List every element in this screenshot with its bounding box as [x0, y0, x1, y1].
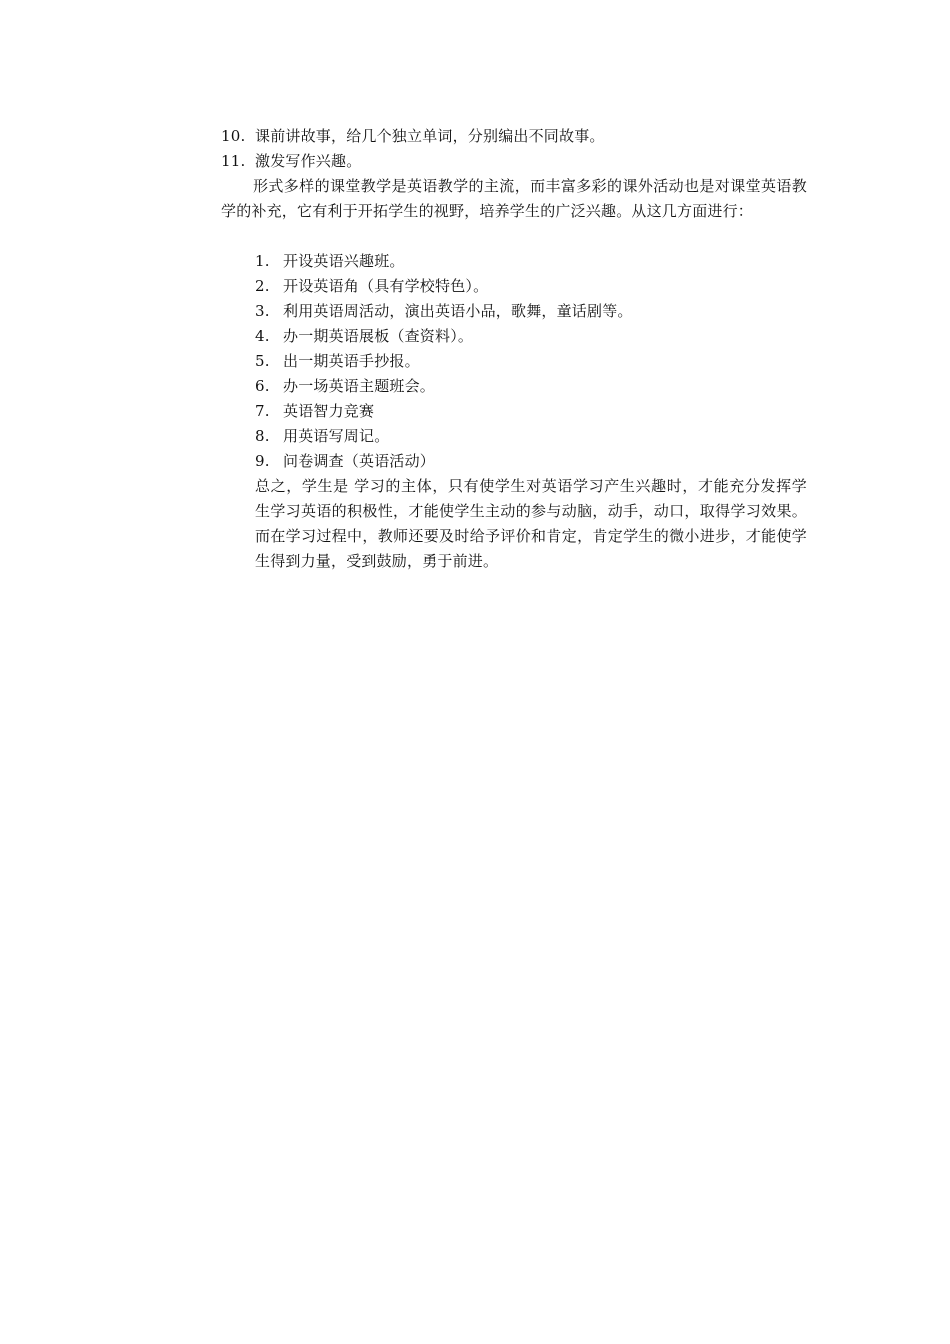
list-item	[255, 424, 807, 449]
list-item-text: 激发写作兴趣。	[255, 152, 362, 170]
document-body	[221, 124, 807, 574]
list-item-number: 4.	[255, 327, 270, 345]
list-item-number: 8.	[255, 427, 270, 445]
list-item	[255, 374, 807, 399]
list-item	[255, 324, 807, 349]
list-item-number: 2.	[255, 277, 270, 295]
list-item-text: 出一期英语手抄报。	[283, 352, 420, 370]
list-item-number: 7.	[255, 402, 270, 420]
list-item	[221, 124, 807, 149]
intro-paragraph: 形式多样的课堂教学是英语教学的主流，而丰富多彩的课外活动也是对课堂英语教学的补充，它有利于开拓学生的视野，培养学生的广泛兴趣。从这几方面进行：	[221, 177, 807, 220]
list-item-text: 用英语写周记。	[283, 427, 390, 445]
list-item-number: 5.	[255, 352, 270, 370]
list-item-number: 6.	[255, 377, 270, 395]
list-item	[255, 349, 807, 374]
list-item-text: 问卷调查（英语活动）	[283, 452, 436, 470]
list-item	[255, 449, 807, 474]
list-item-number: 1.	[255, 252, 270, 270]
list-item-number: 11.	[221, 152, 246, 170]
list-item-text: 办一期英语展板（查资料）。	[283, 327, 474, 345]
list-item-number: 3.	[255, 302, 270, 320]
list-item-text: 办一场英语主题班会。	[283, 377, 436, 395]
list-item-number: 10.	[221, 127, 246, 145]
list-item-number: 9.	[255, 452, 270, 470]
list-item	[255, 249, 807, 274]
list-item	[255, 399, 807, 424]
list-item-text: 课前讲故事，给几个独立单词，分别编出不同故事。	[255, 127, 605, 145]
activity-list	[221, 249, 807, 474]
list-item-text: 开设英语兴趣班。	[283, 252, 405, 270]
list-item	[221, 149, 807, 174]
conclusion-paragraph: 总之，学生是 学习的主体，只有使学生对英语学习产生兴趣时，才能充分发挥学生学习英语的积极性，才能使学生主动的参与动脑，动手，动口，取得学习效果。而在学习过程中，教师还要及时给予评价和肯定，肯定学生的微小进步，才能使学生得到力量，受到鼓励，勇于前进。	[255, 477, 807, 570]
list-item	[255, 299, 807, 324]
list-item	[255, 274, 807, 299]
list-item-text: 利用英语周活动，演出英语小品，歌舞，童话剧等。	[283, 302, 633, 320]
list-item-text: 开设英语角（具有学校特色）。	[283, 277, 489, 295]
list-item-text: 英语智力竞赛	[283, 402, 375, 420]
